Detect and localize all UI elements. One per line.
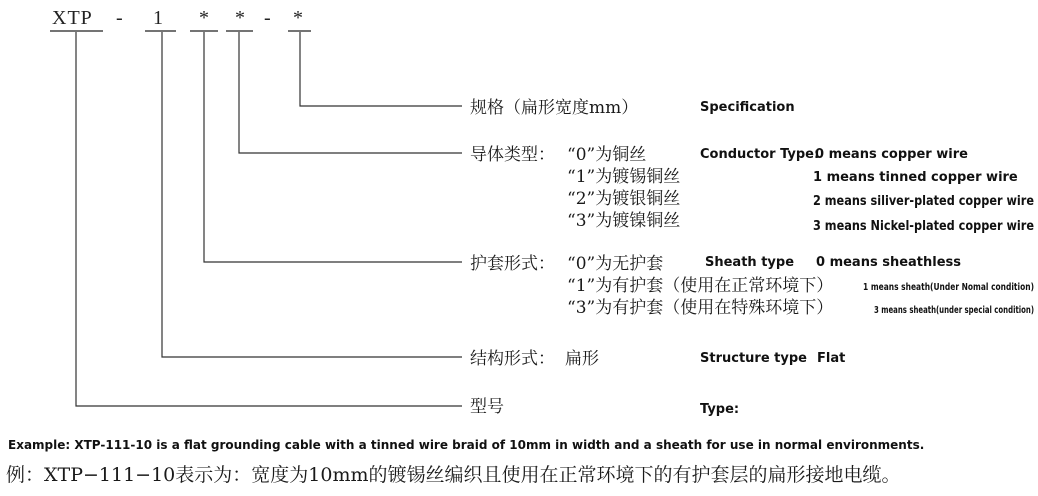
leader-type	[76, 32, 462, 406]
conductor-en-item: 0 means copper wire	[815, 147, 968, 162]
conductor-cn-label: 导体类型：	[470, 145, 555, 165]
structure-cn-label: 结构形式：	[470, 349, 555, 369]
type-cn: 型号	[470, 397, 504, 417]
conductor-cn-item: “3”为镀镍铜丝	[567, 211, 681, 231]
spec-cn: 规格（扁形宽度mm）	[470, 98, 639, 118]
sheath-cn-item: “1”为有护套（使用在正常环境下）	[567, 276, 834, 296]
sheath-cn-label: 护套形式：	[470, 254, 555, 274]
conductor-en-item: 1 means tinned copper wire	[813, 170, 1018, 185]
conductor-en-label: Conductor Type:	[700, 147, 820, 162]
type-en: Type:	[700, 402, 740, 417]
example-en: Example: XTP-111-10 is a flat grounding cable with a tinned wire braid of 10mm in width and a sheath for use in normal environments.	[8, 438, 925, 452]
code-digit-4: *	[293, 7, 304, 29]
conductor-cn-item: “2”为镀银铜丝	[567, 189, 681, 209]
sheath-cn-item: “3”为有护套（使用在特殊环境下）	[567, 298, 834, 318]
leader-spec	[300, 32, 462, 106]
sheath-en-label: Sheath type	[705, 255, 795, 270]
code-dash-1: -	[116, 7, 124, 29]
code-prefix: XTP	[52, 7, 93, 29]
conductor-cn-item: “1”为镀锡铜丝	[567, 167, 681, 187]
spec-en: Specification	[700, 100, 795, 115]
sheath-en-item: 0 means sheathless	[816, 255, 962, 270]
structure-en-label: Structure type	[700, 351, 807, 366]
structure-en-value: Flat	[817, 351, 846, 366]
sheath-en-item: 3 means sheath(under special condition)	[874, 305, 1034, 316]
conductor-en-item: 3 means Nickel-plated copper wire	[813, 219, 1035, 234]
example-cn: 例：XTP−111−10表示为：宽度为10mm的镀锡丝编织且使用在正常环境下的有护套层的扁形接地电缆。	[6, 464, 901, 486]
code-digit-2: *	[199, 7, 210, 29]
structure-cn-value: 扁形	[565, 349, 599, 369]
code-digit-1: 1	[153, 7, 164, 29]
leader-structure	[162, 32, 462, 357]
leader-sheath	[204, 32, 462, 262]
conductor-cn-item: “0”为铜丝	[567, 145, 647, 165]
code-digit-3: *	[235, 7, 246, 29]
sheath-en-item: 1 means sheath(Under Nomal condition)	[863, 282, 1034, 293]
leader-conductor	[239, 32, 462, 153]
sheath-cn-item: “0”为无护套	[567, 254, 664, 274]
conductor-en-item: 2 means siliver-plated copper wire	[813, 194, 1035, 209]
code-dash-2: -	[264, 7, 272, 29]
